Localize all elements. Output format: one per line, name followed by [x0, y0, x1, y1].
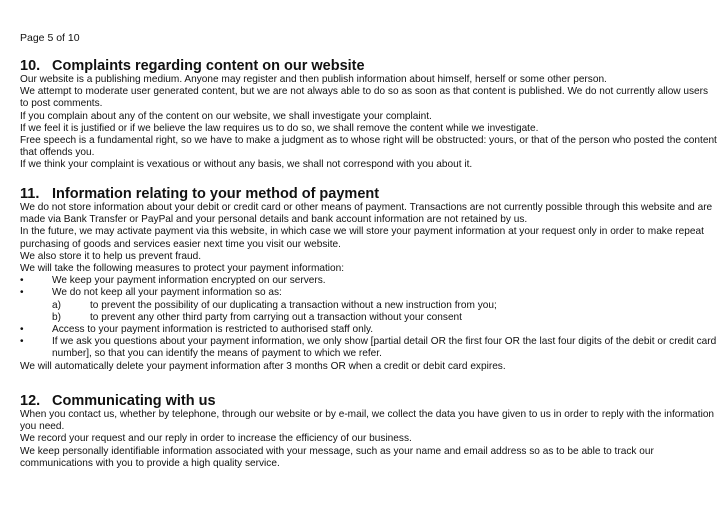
- bullet-item: • We keep your payment information encrypted on our servers.: [20, 275, 326, 287]
- section-title: Information relating to your method of payment: [52, 186, 380, 202]
- bullet-item: • Access to your payment information is restricted to authorised staff only.: [20, 324, 374, 336]
- paragraph: We record your request and our reply in order to increase the efficiency of our business.: [20, 433, 412, 445]
- paragraph: If we feel it is justified or if we believe the law requires us to do so, we shall remove the content while we investigate.: [20, 122, 539, 134]
- paragraph: We will take the following measures to protect your payment information:: [20, 263, 345, 275]
- paragraph: Free speech is a fundamental right, so we have to make a judgment as to whose right will be obstructed: yours, or that of the person who posted the content that offends you.: [20, 135, 717, 159]
- sub-item: a) to prevent the possibility of our duplicating a transaction without a new instruction from you;: [52, 299, 497, 311]
- section-11: [20, 186, 718, 373]
- paragraph: Our website is a publishing medium. Anyone may register and then publish information about himself, herself or some other person.: [20, 74, 607, 85]
- section-number: 12.: [20, 393, 41, 409]
- bullet-icon: •: [20, 336, 24, 348]
- bullet-icon: •: [20, 287, 24, 299]
- section-number: 11.: [20, 186, 40, 202]
- bullet-icon: •: [20, 275, 24, 287]
- section-12: [20, 393, 718, 470]
- bullet-item: • If we ask you questions about your payment information, we only show [partial detail OR the first four OR the last four digits of the debit or credit card number], so that you can identify the means of payment to which we refer.: [20, 336, 717, 360]
- paragraph: We do not store information about your debit or credit card or other means of payment. Transactions are not currently possible through this website and are made via Bank Transfer or PayPal and your personal details and bank account information are not retained by us.: [20, 202, 713, 226]
- sub-item-letter: b): [52, 311, 61, 323]
- sub-item: b) to prevent any other third party from carrying out a transaction without your consent: [52, 311, 462, 323]
- sub-item-letter: a): [52, 299, 61, 311]
- paragraph: We attempt to moderate user generated content, but we are not always able to do so as soon as that content is published. We do not currently allow users to post comments.: [20, 86, 709, 110]
- section-title: Communicating with us: [52, 393, 216, 409]
- section-heading: [20, 186, 718, 202]
- paragraph: In the future, we may activate payment via this website, in which case we will store your payment information at your request only in order to make repeat purchasing of goods and services easier next time you visit our website.: [20, 226, 704, 250]
- section-10: [20, 58, 718, 172]
- bullet-item: • We do not keep all your payment information so as:: [20, 287, 282, 299]
- section-heading: [20, 58, 718, 74]
- paragraph: We keep personally identifiable information associated with your message, such as your name and email address so as to be able to track our communications with you to provide a high quality service.: [20, 445, 654, 469]
- page-number: Page 5 of 10: [20, 32, 80, 44]
- section-heading: [20, 393, 718, 409]
- paragraph: We will automatically delete your payment information after 3 months OR when a credit or debit card expires.: [20, 360, 506, 372]
- paragraph: When you contact us, whether by telephone, through our website or by e-mail, we collect the data you have given to us in order to reply with the information you need.: [20, 409, 715, 433]
- section-number: 10.: [20, 58, 41, 74]
- paragraph: We also store it to help us prevent fraud.: [20, 250, 202, 262]
- bullet-icon: •: [20, 324, 24, 336]
- section-title: Complaints regarding content on our website: [52, 58, 365, 74]
- paragraph: If we think your complaint is vexatious or without any basis, we shall not correspond with you about it.: [20, 159, 473, 171]
- paragraph: If you complain about any of the content on our website, we shall investigate your complaint.: [20, 110, 432, 122]
